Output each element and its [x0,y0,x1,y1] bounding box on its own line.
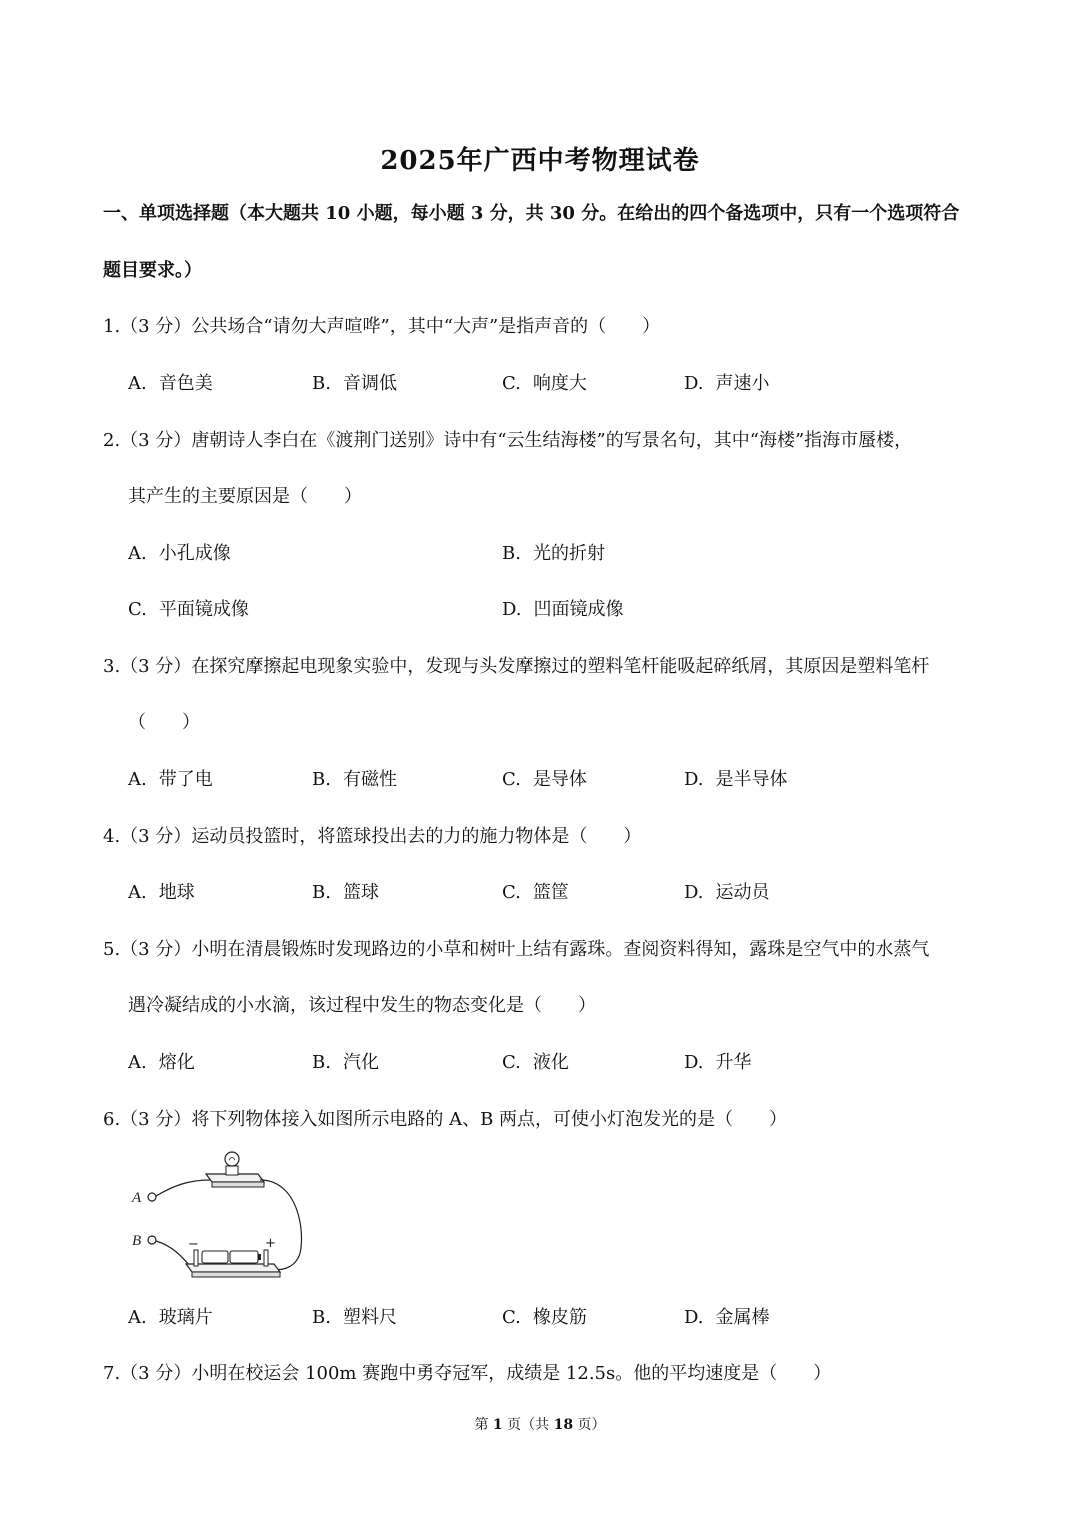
page-title: 2025年广西中考物理试卷 [380,146,700,176]
battery-icon [202,1251,261,1263]
plus-sign: + [265,1236,276,1251]
q4-option-d: D. 运动员 [684,882,770,903]
question-1: 1.（3 分）公共场合“请勿大声喧哗”，其中“大声”是指声音的（ ） [103,316,661,337]
question-7: 7.（3 分）小明在校运会 100m 赛跑中勇夺冠军，成绩是 12.5s。他的平均速度是（ ） [103,1363,832,1384]
minus-sign: − [188,1237,199,1252]
q6-option-a: A. 玻璃片 [128,1307,213,1328]
q2-option-c: C. 平面镜成像 [128,599,249,620]
lamp-holder [206,1166,264,1187]
label-b: B [132,1233,142,1249]
q5-option-d: D. 升华 [684,1052,752,1073]
q2-option-b: B. 光的折射 [502,543,605,564]
q5-option-b: B. 汽化 [312,1052,379,1073]
page-number: 1 [492,1417,503,1433]
question-4: 4.（3 分）运动员投篮时，将篮球投出去的力的施力物体是（ ） [103,826,642,847]
q4-option-b: B. 篮球 [312,882,379,903]
question-3-cont: （ ） [128,712,200,733]
light-bulb-icon [225,1152,239,1166]
question-5: 5.（3 分）小明在清晨锻炼时发现路边的小草和树叶上结有露珠。查阅资料得知，露珠是空气中的水蒸气 [103,939,930,960]
question-5-cont: 遇冷凝结成的小水滴，该过程中发生的物态变化是（ ） [128,995,596,1016]
q3-option-a: A. 带了电 [128,769,213,790]
question-2: 2.（3 分）唐朝诗人李白在《渡荆门送别》诗中有“云生结海楼”的写景名句，其中“海楼”指海市蜃楼， [103,430,913,451]
label-a: A [132,1190,142,1206]
q5-option-c: C. 液化 [502,1052,569,1073]
wire-b [156,1241,190,1266]
q6-option-d: D. 金属棒 [684,1307,770,1328]
q3-option-c: C. 是导体 [502,769,587,790]
section-heading: 一、单项选择题（本大题共 10 小题，每小题 3 分，共 30 分。在给出的四个备选项中，只有一个选项符合 [103,203,960,224]
q3-option-b: B. 有磁性 [312,769,397,790]
q4-option-a: A. 地球 [128,882,195,903]
q3-option-d: D. 是半导体 [684,769,788,790]
q2-option-d: D. 凹面镜成像 [502,599,624,620]
question-6: 6.（3 分）将下列物体接入如图所示电路的 A、B 两点，可使小灯泡发光的是（ ） [103,1109,788,1130]
page-total: 18 [553,1417,574,1433]
q1-option-c: C. 响度大 [502,373,587,394]
q1-option-a: A. 音色美 [128,373,213,394]
q2-option-a: A. 小孔成像 [128,543,231,564]
wire-a [156,1180,210,1196]
q6-option-b: B. 塑料尺 [312,1307,397,1328]
q1-option-b: B. 音调低 [312,373,397,394]
page-footer: 第 1 页（共 18 页） [474,1417,606,1433]
terminal-b [148,1236,156,1244]
q1-option-d: D. 声速小 [684,373,770,394]
circuit-figure [128,1150,308,1285]
terminal-a [148,1193,156,1201]
question-2-cont: 其产生的主要原因是（ ） [128,486,362,507]
question-3: 3.（3 分）在探究摩擦起电现象实验中，发现与头发摩擦过的塑料笔杆能吸起碎纸屑，其原因是塑料笔杆 [103,656,930,677]
q6-option-c: C. 橡皮筋 [502,1307,587,1328]
q4-option-c: C. 篮筐 [502,882,569,903]
q5-option-a: A. 熔化 [128,1052,195,1073]
section-heading-cont: 题目要求。） [103,260,202,281]
